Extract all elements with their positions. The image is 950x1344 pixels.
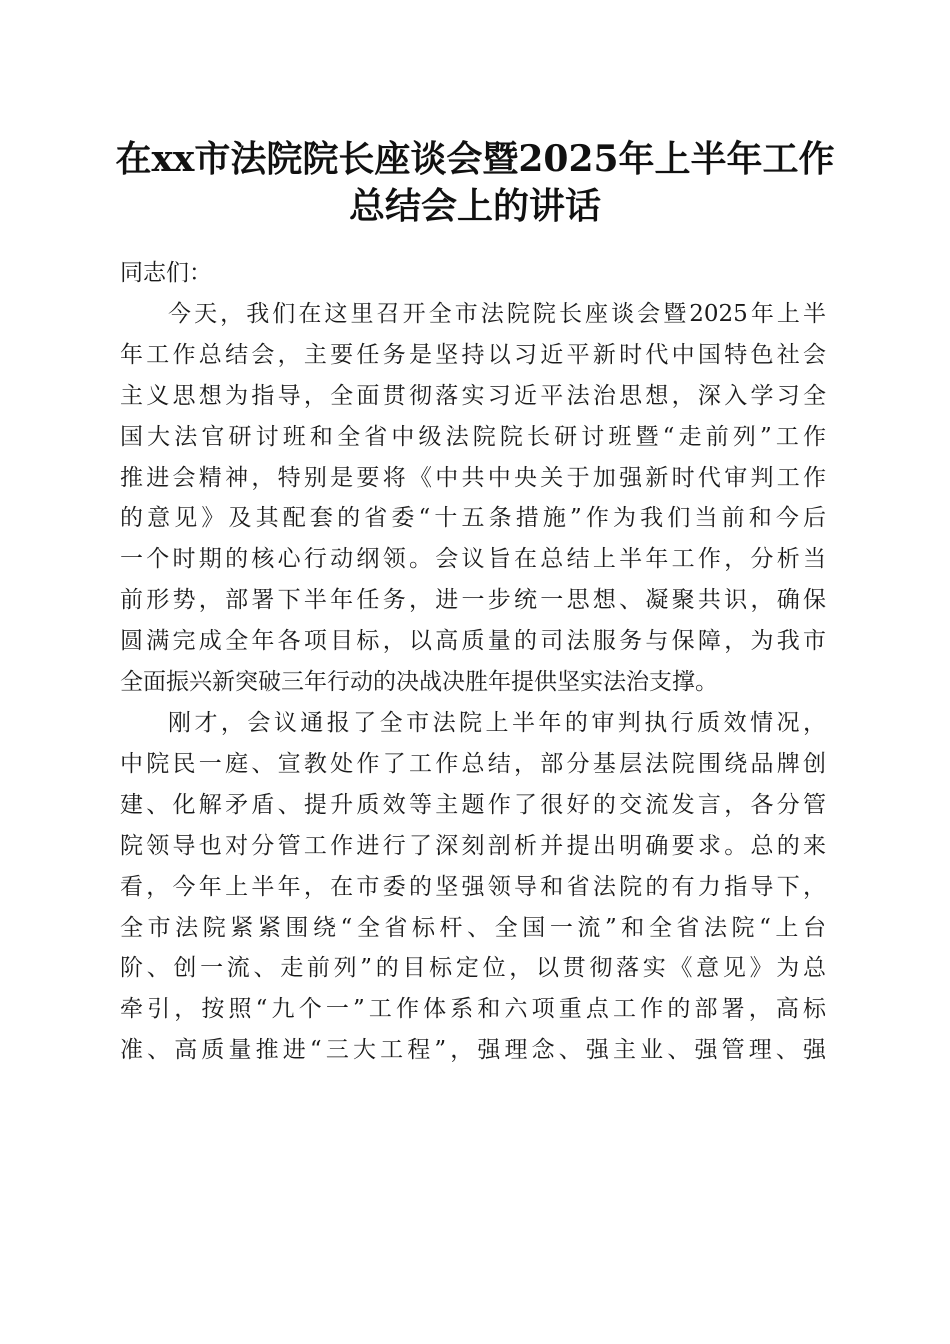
paragraph-1-line: 年工作总结会，主要任务是坚持以习近平新时代中国特色社会 <box>120 341 826 368</box>
paragraph-2-line: 刚才，会议通报了全市法院上半年的审判执行质效情况， <box>168 709 826 736</box>
paragraph-2-line: 看，今年上半年，在市委的坚强领导和省法院的有力指导下， <box>120 873 826 900</box>
salutation: 同志们： <box>120 260 212 286</box>
title-line-1: 在xx市法院院长座谈会暨2025年上半年工作 <box>115 138 835 180</box>
document-title <box>95 136 855 230</box>
paragraph-1 <box>120 294 826 703</box>
paragraph-2-line: 牵引，按照“九个一”工作体系和六项重点工作的部署，高标 <box>120 996 826 1023</box>
paragraph-2-line: 准、高质量推进“三大工程”，强理念、强主业、强管理、强 <box>120 1037 826 1064</box>
document-body <box>120 253 826 1071</box>
paragraph-1-line: 今天，我们在这里召开全市法院院长座谈会暨2025年上半 <box>168 300 826 327</box>
paragraph-1-line: 全面振兴新突破三年行动的决战决胜年提供坚实法治支撑。 <box>120 669 718 696</box>
paragraph-2-line: 全市法院紧紧围绕“全省标杆、全国一流”和全省法院“上台 <box>120 914 826 941</box>
paragraph-2-line: 建、化解矛盾、提升质效等主题作了很好的交流发言，各分管 <box>120 791 826 818</box>
paragraph-1-line: 圆满完成全年各项目标，以高质量的司法服务与保障，为我市 <box>120 628 826 655</box>
title-line-2: 总结会上的讲话 <box>348 185 601 227</box>
paragraph-1-line: 的意见》及其配套的省委“十五条措施”作为我们当前和今后 <box>120 505 826 532</box>
paragraph-2-line: 中院民一庭、宣教处作了工作总结，部分基层法院围绕品牌创 <box>120 750 826 777</box>
paragraph-1-line: 国大法官研讨班和全省中级法院院长研讨班暨“走前列”工作 <box>120 423 826 450</box>
paragraph-2 <box>120 703 826 1071</box>
paragraph-1-line: 前形势，部署下半年任务，进一步统一思想、凝聚共识，确保 <box>120 587 826 614</box>
paragraph-1-line: 一个时期的核心行动纲领。会议旨在总结上半年工作，分析当 <box>120 546 826 573</box>
paragraph-1-line: 主义思想为指导，全面贯彻落实习近平法治思想，深入学习全 <box>120 382 826 409</box>
paragraph-2-line: 院领导也对分管工作进行了深刻剖析并提出明确要求。总的来 <box>120 832 826 859</box>
paragraph-1-line: 推进会精神，特别是要将《中共中央关于加强新时代审判工作 <box>120 464 826 491</box>
paragraph-2-line: 阶、创一流、走前列”的目标定位，以贯彻落实《意见》为总 <box>120 955 826 982</box>
